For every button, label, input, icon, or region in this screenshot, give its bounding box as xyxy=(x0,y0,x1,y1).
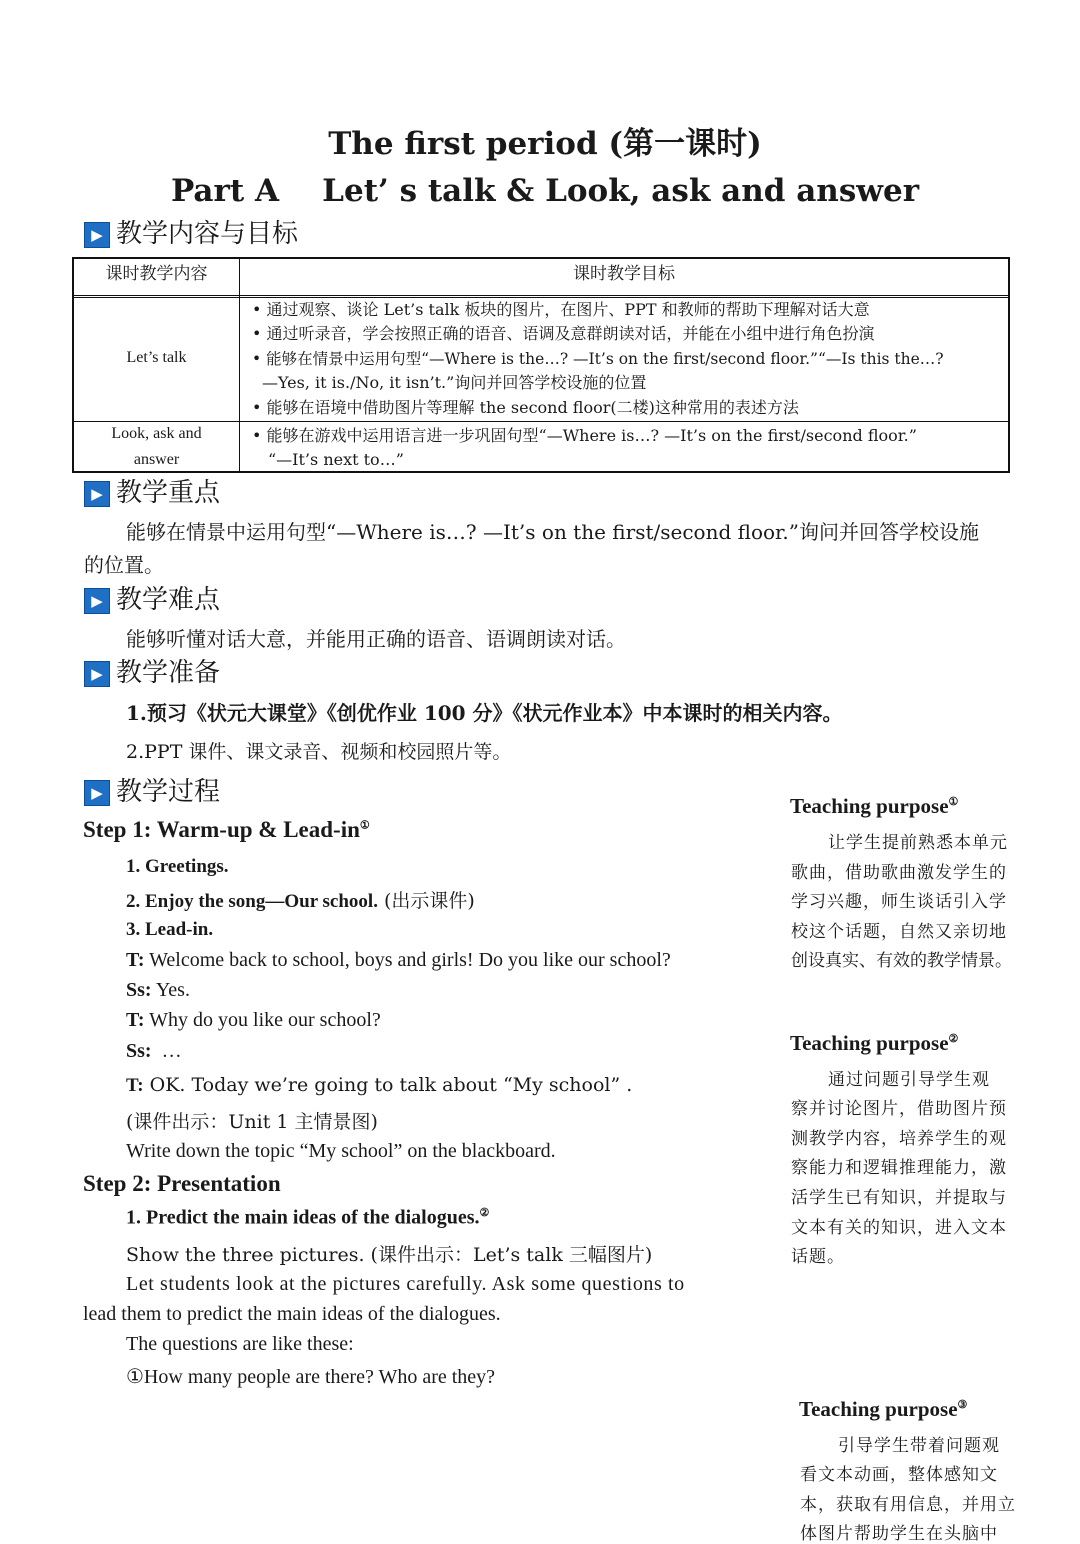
table-goal-line: • 通过听录音，学会按照正确的语音、语调及意群朗读对话，并能在小组中进行角色扮演 xyxy=(252,324,875,343)
key-points-line: 的位置。 xyxy=(84,553,164,577)
teaching-purpose-line: 创设真实、有效的教学情景。 xyxy=(791,951,1012,971)
step1-greetings: 1. Greetings. xyxy=(126,856,229,877)
step1-leadin: 3. Lead-in. xyxy=(126,919,214,940)
dialogue-line: T: Welcome back to school, boys and girls! Do you like our school? xyxy=(126,949,671,971)
table-goal-line: • 能够在情景中运用句型“—Where is the…? —It’s on the first/second floor.”“—Is this the…? xyxy=(252,350,944,368)
teaching-purpose-line: 通过问题引导学生观 xyxy=(828,1070,990,1090)
section-heading-key-points: ▶ 教学重点 xyxy=(84,476,220,510)
dialogue-line: Ss: Yes. xyxy=(126,979,190,1001)
dialogue-line: T: Why do you like our school? xyxy=(126,1009,381,1031)
table-header-content: 课时教学内容 xyxy=(105,264,208,284)
difficult-points-line: 能够听懂对话大意，并能用正确的语音、语调朗读对话。 xyxy=(126,627,626,651)
page-subtitle: Part A Let’ s talk & Look, ask and answer xyxy=(170,173,920,209)
table-goal-line: • 通过观察、谈论 Let’s talk 板块的图片，在图片、PPT 和教师的帮助下理解对话大意 xyxy=(252,300,870,319)
teaching-purpose-line: 话题。 xyxy=(791,1247,845,1267)
teaching-purpose-line: 让学生提前熟悉本单元 xyxy=(828,833,1008,853)
table-cell-lets-talk: Let’s talk xyxy=(126,349,187,366)
step2-let-line: Let students look at the pictures carefully. Ask some questions to xyxy=(126,1273,685,1295)
teaching-purpose-line: 歌曲，借助歌曲激发学生的 xyxy=(791,863,1007,883)
teaching-purpose-line: 测教学内容，培养学生的观 xyxy=(791,1129,1007,1149)
blackboard-note: Write down the topic “My school” on the blackboard. xyxy=(126,1140,556,1162)
dialogue-line: Ss: … xyxy=(126,1040,182,1062)
step2-questions-intro: The questions are like these: xyxy=(126,1333,354,1355)
step1-heading: Step 1: Warm-up & Lead-in① xyxy=(83,817,370,842)
teaching-purpose-line: 活学生已有知识，并提取与 xyxy=(791,1188,1007,1208)
section-heading-process: ▶ 教学过程 xyxy=(84,775,220,809)
teaching-purpose-line: 看文本动画，整体感知文 xyxy=(800,1465,998,1485)
teaching-purpose-heading: Teaching purpose② xyxy=(790,1031,959,1055)
section-heading-difficult-points: ▶ 教学难点 xyxy=(84,583,220,617)
section-heading-preparation: ▶ 教学准备 xyxy=(84,656,220,690)
preparation-item-2: 2.PPT 课件、课文录音、视频和校园照片等。 xyxy=(126,741,512,763)
table-header-goals: 课时教学目标 xyxy=(573,264,675,284)
play-marker-icon: ▶ xyxy=(84,588,110,614)
step2-sub1: 1. Predict the main ideas of the dialogues.② xyxy=(126,1206,490,1229)
teaching-purpose-line: 引导学生带着问题观 xyxy=(838,1436,1000,1456)
step2-let-line: lead them to predict the main ideas of the dialogues. xyxy=(83,1303,501,1325)
goals-table xyxy=(72,257,1010,473)
courseware-note: (课件出示：Unit 1 主情景图) xyxy=(126,1111,378,1133)
play-marker-icon: ▶ xyxy=(84,661,110,687)
section-heading-content-goals: ▶ 教学内容与目标 xyxy=(84,217,298,251)
table-cell-look-ask: Look, ask and answer xyxy=(111,425,202,468)
step1-song: 2. Enjoy the song—Our school. (出示课件) xyxy=(126,890,475,912)
play-marker-icon: ▶ xyxy=(84,481,110,507)
table-goal-line: • 能够在游戏中运用语言进一步巩固句型“—Where is…? —It’s on the first/second floor.” xyxy=(252,426,917,445)
page-title: The first period (第一课时) xyxy=(328,126,762,162)
step2-show: Show the three pictures. (课件出示：Let’s talk 三幅图片) xyxy=(126,1244,653,1266)
teaching-purpose-heading: Teaching purpose① xyxy=(790,794,959,818)
play-marker-icon: ▶ xyxy=(84,222,110,248)
preparation-item-1: 1.预习《状元大课堂》《创优作业 100 分》《状元作业本》中本课时的相关内容。 xyxy=(126,701,843,725)
key-points-line: 能够在情景中运用句型“—Where is…? —It’s on the first/second floor.”询问并回答学校设施 xyxy=(126,520,979,544)
step2-heading: Step 2: Presentation xyxy=(83,1171,281,1196)
teaching-purpose-line: 本，获取有用信息，并用立 xyxy=(800,1495,1016,1515)
teaching-purpose-line: 体图片帮助学生在头脑中 xyxy=(800,1524,998,1544)
play-marker-icon: ▶ xyxy=(84,780,110,806)
step2-question-1: ①How many people are there? Who are they? xyxy=(126,1366,496,1388)
teaching-purpose-line: 学习兴趣，师生谈话引入学 xyxy=(791,892,1007,912)
table-goal-line: “—It’s next to…” xyxy=(268,450,404,469)
teaching-purpose-heading: Teaching purpose③ xyxy=(799,1397,968,1421)
teaching-purpose-line: 察能力和逻辑推理能力，激 xyxy=(791,1158,1007,1178)
teaching-purpose-line: 文本有关的知识，进入文本 xyxy=(791,1218,1007,1238)
table-goal-line: —Yes, it is./No, it isn’t.”询问并回答学校设施的位置 xyxy=(262,373,647,392)
table-column-divider xyxy=(239,259,240,471)
dialogue-line: T: OK. Today we’re going to talk about “My school” . xyxy=(126,1074,633,1096)
table-goal-line: • 能够在语境中借助图片等理解 the second floor(二楼)这种常用的表述方法 xyxy=(252,398,799,417)
teaching-purpose-line: 察并讨论图片，借助图片预 xyxy=(791,1099,1007,1119)
teaching-purpose-line: 校这个话题，自然又亲切地 xyxy=(791,922,1007,942)
